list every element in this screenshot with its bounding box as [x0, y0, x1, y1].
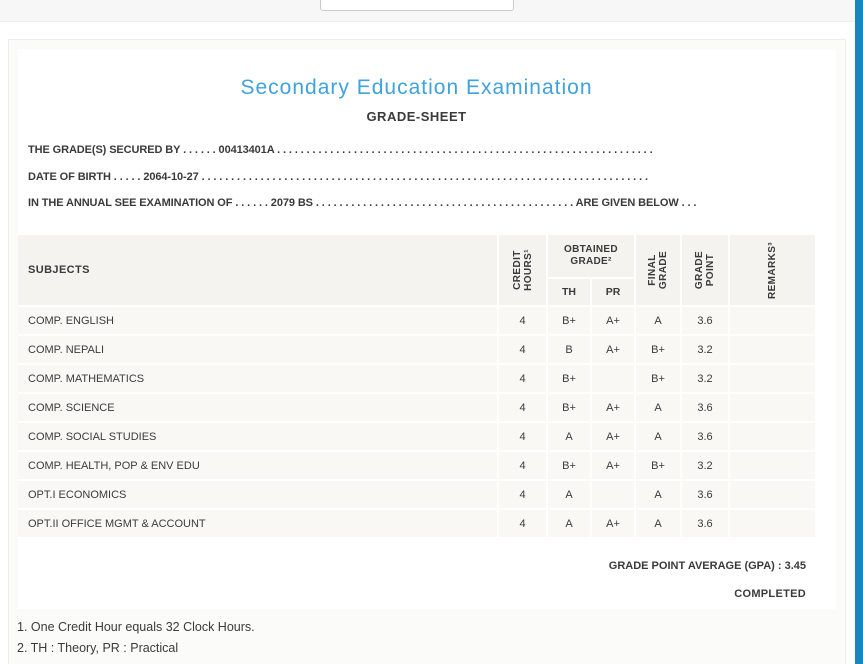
table-row	[18, 394, 815, 421]
credit-hours-label	[512, 249, 534, 291]
credit-hours-line2: HOURS¹	[522, 249, 534, 291]
credit-hours-line1: CREDIT	[511, 250, 523, 290]
table-row	[18, 307, 815, 334]
cell-grade-point: 3.6	[682, 394, 728, 421]
cell-final-grade: A	[636, 394, 680, 421]
right-accent-strip	[855, 0, 863, 664]
cell-pr-grade: A+	[592, 336, 634, 363]
grades-table	[18, 235, 815, 537]
obtained-grade-line1: OBTAINED	[564, 244, 618, 255]
col-header-credit-hours	[499, 235, 546, 305]
cell-grade-point: 3.6	[682, 481, 728, 508]
cell-th-grade: B+	[548, 365, 590, 392]
cell-th-grade: B+	[548, 452, 590, 479]
cell-final-grade: A	[636, 423, 680, 450]
cell-final-grade: A	[636, 481, 680, 508]
cell-subject: COMP. ENGLISH	[18, 307, 497, 334]
table-row	[18, 336, 815, 363]
final-grade-line1: FINAL	[647, 254, 658, 286]
cell-grade-point: 3.6	[682, 510, 728, 537]
cell-pr-grade: A+	[592, 452, 634, 479]
cell-final-grade: A	[636, 307, 680, 334]
final-grade-line2: GRADE	[658, 250, 669, 290]
cell-subject: COMP. SCIENCE	[18, 394, 497, 421]
gpa-line: GRADE POINT AVERAGE (GPA) : 3.45	[608, 560, 806, 572]
cell-credit-hours: 4	[499, 481, 546, 508]
cell-pr-grade: A+	[592, 307, 634, 334]
col-header-obtained-grade-group	[548, 235, 634, 305]
info-line-date-of-birth: DATE OF BIRTH . . . . . 2064-10-27 . . . . . . . . . . . . . . . . . . . . . . . . . . . . . . . . . . . . . . . . . . . . . . . . . . . . . . . . . . . . . . . . . . . . . . . . . . . .	[28, 171, 648, 183]
cell-pr-grade: A+	[592, 423, 634, 450]
cell-subject: COMP. NEPALI	[18, 336, 497, 363]
col-header-remarks	[730, 235, 815, 305]
cell-credit-hours: 4	[499, 307, 546, 334]
remarks-label	[767, 241, 778, 298]
cell-pr-grade	[592, 365, 634, 392]
cell-final-grade: B+	[636, 452, 680, 479]
cell-pr-grade: A+	[592, 510, 634, 537]
table-row	[18, 452, 815, 479]
obtained-grade-subheader	[548, 279, 634, 305]
footnote-th-pr: 2. TH : Theory, PR : Practical	[17, 641, 179, 655]
grade-point-line2: POINT	[705, 253, 716, 287]
cell-th-grade: B+	[548, 394, 590, 421]
cell-th-grade: A	[548, 510, 590, 537]
cell-credit-hours: 4	[499, 423, 546, 450]
cell-remarks	[730, 452, 815, 479]
final-grade-label	[647, 251, 669, 289]
table-row	[18, 481, 815, 508]
obtained-grade-line2: GRADE²	[570, 256, 612, 267]
cell-subject: COMP. SOCIAL STUDIES	[18, 423, 497, 450]
cell-grade-point: 3.2	[682, 452, 728, 479]
result-status: COMPLETED	[734, 588, 806, 600]
cell-grade-point: 3.6	[682, 423, 728, 450]
cell-remarks	[730, 510, 815, 537]
col-header-obtained-grade	[548, 235, 634, 277]
cell-subject: COMP. MATHEMATICS	[18, 365, 497, 392]
footnote-credit-hour: 1. One Credit Hour equals 32 Clock Hours.	[17, 620, 255, 634]
cell-th-grade: B+	[548, 307, 590, 334]
info-line-examination: IN THE ANNUAL SEE EXAMINATION OF . . . . . . 2079 BS . . . . . . . . . . . . . . . . . . . . . . . . . . . . . . . . . . . . . . . . . . . . ARE GIVEN BELOW . . .	[28, 197, 697, 209]
cell-pr-grade	[592, 481, 634, 508]
cell-credit-hours: 4	[499, 510, 546, 537]
cell-grade-point: 3.2	[682, 336, 728, 363]
remarks-line1: REMARKS³	[767, 241, 778, 299]
cell-th-grade: B	[548, 336, 590, 363]
cell-final-grade: B+	[636, 336, 680, 363]
cell-remarks	[730, 336, 815, 363]
table-row	[18, 423, 815, 450]
cell-pr-grade: A+	[592, 394, 634, 421]
cell-remarks	[730, 481, 815, 508]
cell-final-grade: A	[636, 510, 680, 537]
table-row	[18, 365, 815, 392]
cell-th-grade: A	[548, 481, 590, 508]
col-header-grade-point	[682, 235, 728, 305]
cell-credit-hours: 4	[499, 394, 546, 421]
sheet-subtitle: GRADE-SHEET	[366, 109, 467, 124]
col-header-subjects: SUBJECTS	[18, 235, 497, 305]
cell-final-grade: B+	[636, 365, 680, 392]
cell-subject: OPT.I ECONOMICS	[18, 481, 497, 508]
cell-remarks	[730, 423, 815, 450]
table-header	[18, 235, 815, 305]
cell-th-grade: A	[548, 423, 590, 450]
cell-subject: COMP. HEALTH, POP & ENV EDU	[18, 452, 497, 479]
col-header-final-grade	[636, 235, 680, 305]
table-row	[18, 510, 815, 537]
cell-grade-point: 3.6	[682, 307, 728, 334]
cell-remarks	[730, 307, 815, 334]
info-line-secured-by: THE GRADE(S) SECURED BY . . . . . . 00413401A . . . . . . . . . . . . . . . . . . . . . . . . . . . . . . . . . . . . . . . . . . . . . . . . . . . . . . . . . . . . . . . .	[28, 144, 653, 156]
cell-credit-hours: 4	[499, 452, 546, 479]
cell-credit-hours: 4	[499, 365, 546, 392]
cell-remarks	[730, 365, 815, 392]
cell-credit-hours: 4	[499, 336, 546, 363]
cell-subject: OPT.II OFFICE MGMT & ACCOUNT	[18, 510, 497, 537]
top-input-box[interactable]	[320, 0, 514, 11]
cell-grade-point: 3.2	[682, 365, 728, 392]
page-title: Secondary Education Examination	[240, 76, 593, 99]
col-header-pr: PR	[592, 279, 634, 305]
cell-remarks	[730, 394, 815, 421]
col-header-th: TH	[548, 279, 590, 305]
grade-point-line1: GRADE	[694, 250, 705, 290]
grade-point-label	[694, 251, 716, 289]
